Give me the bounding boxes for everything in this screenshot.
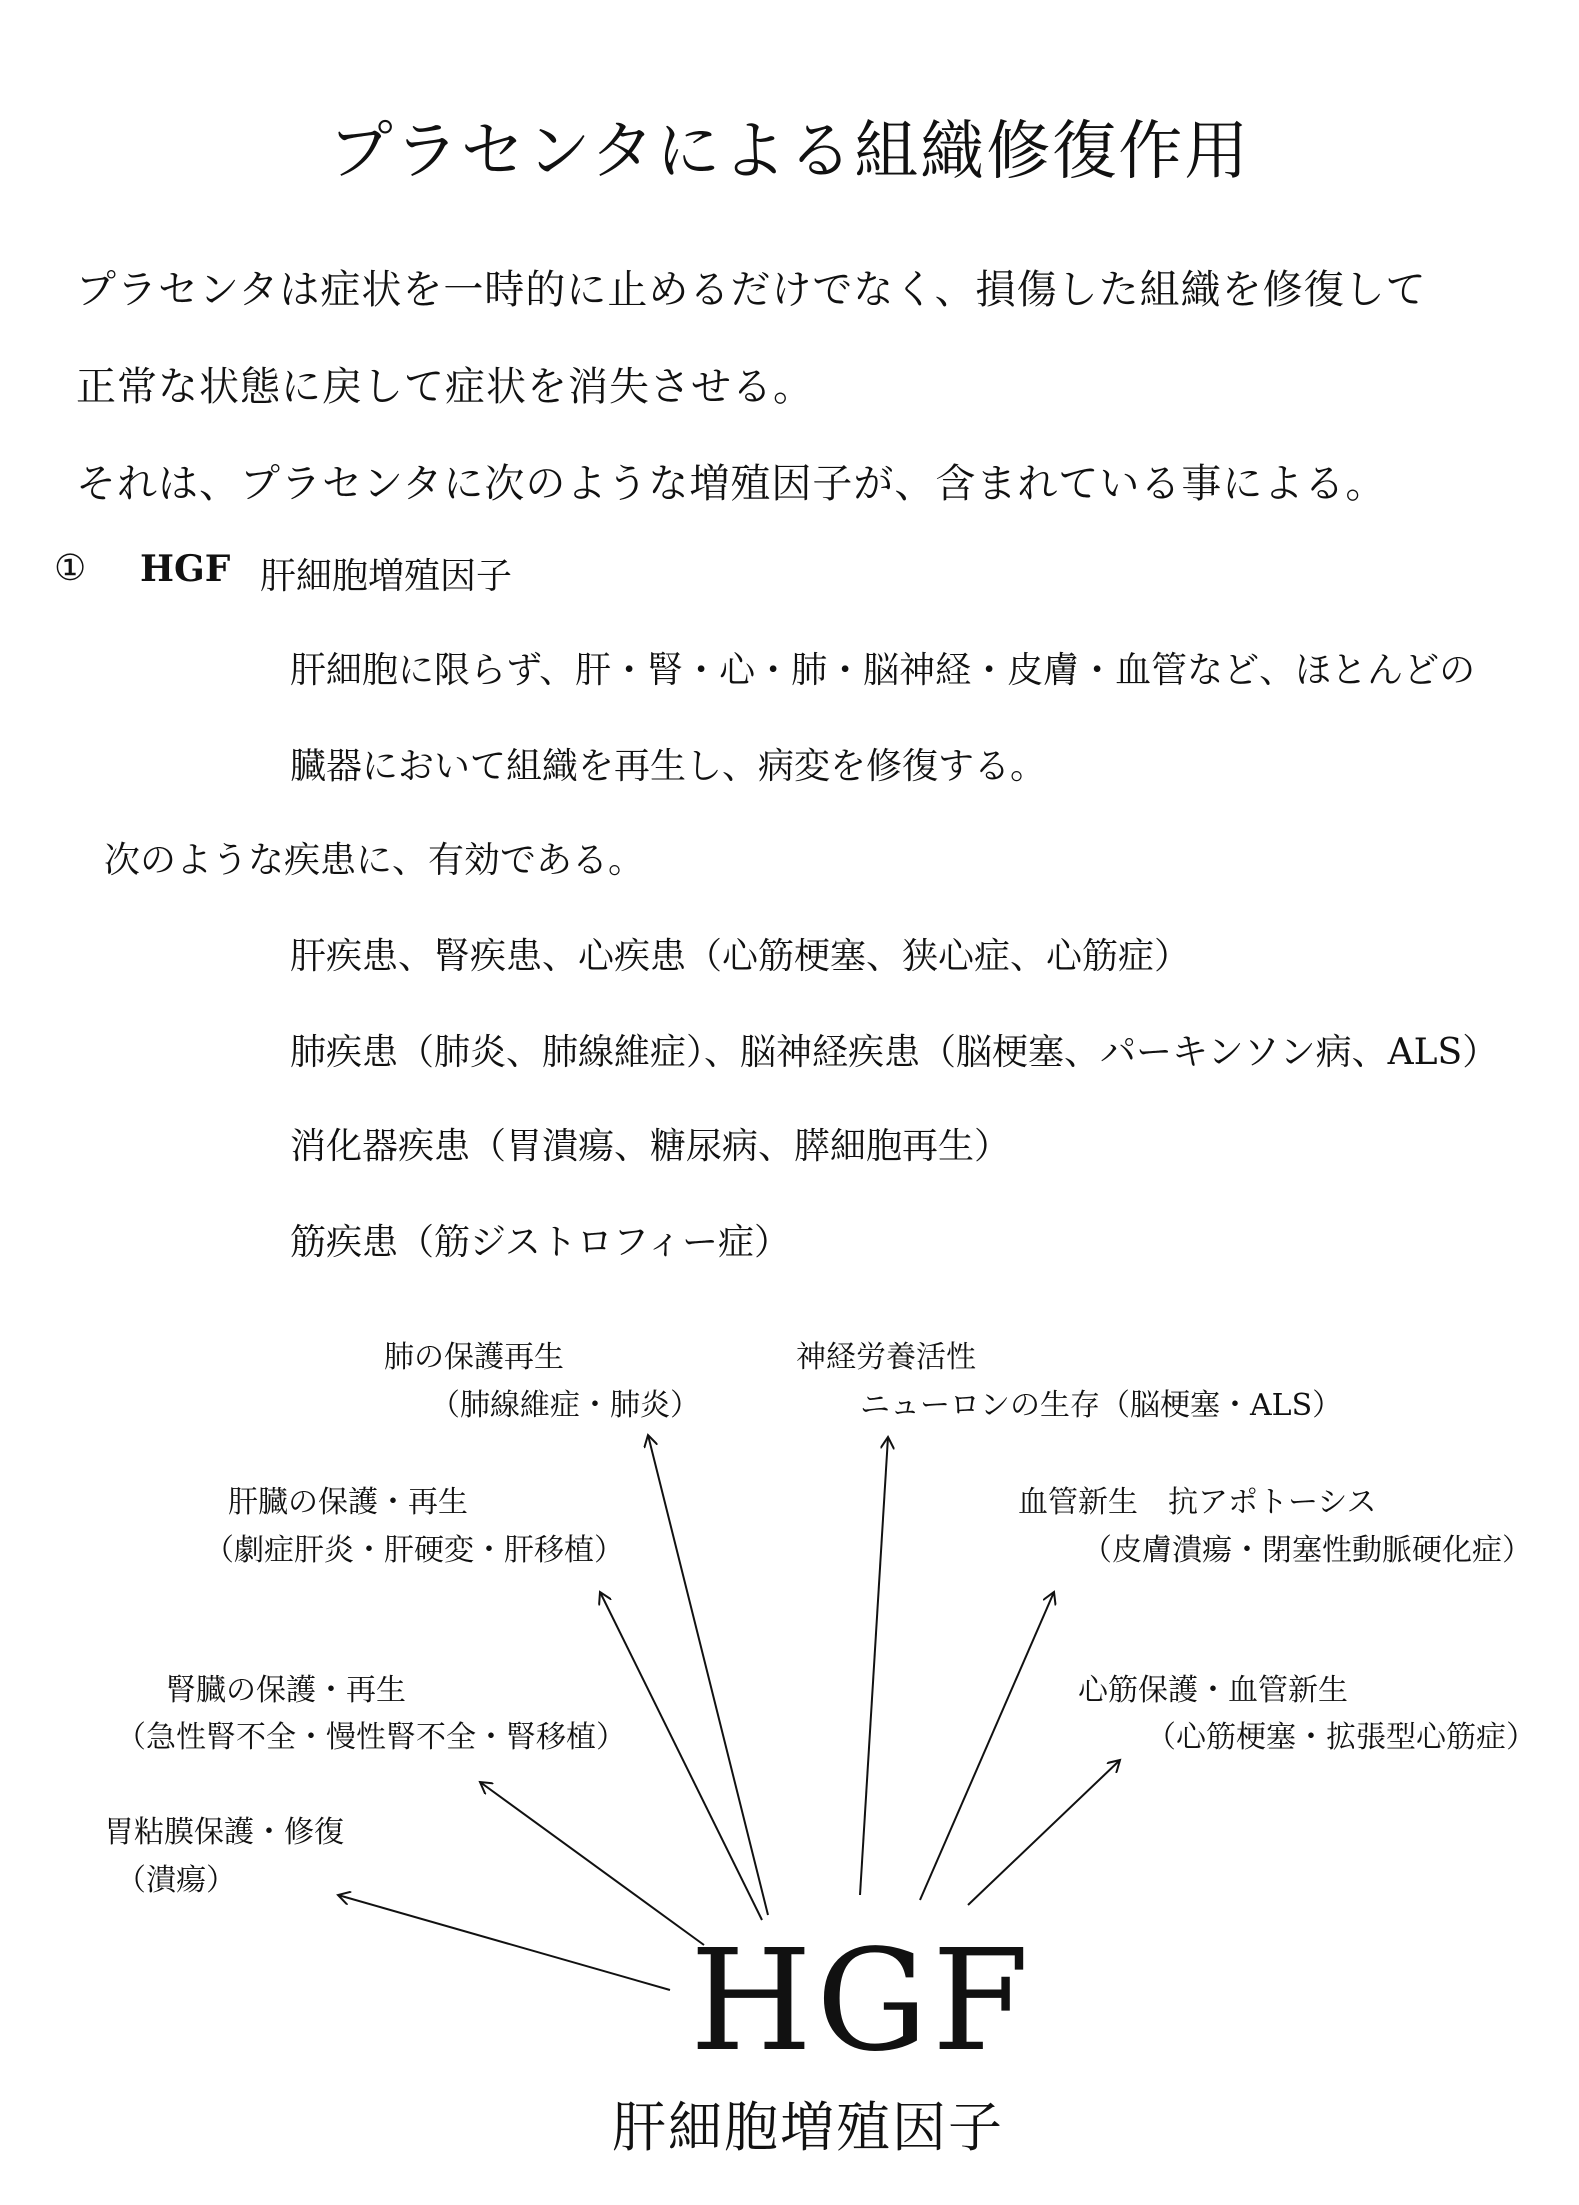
hgf-center-subtitle: 肝細胞増殖因子 xyxy=(612,2096,1004,2159)
intro-line-1: プラセンタは症状を一時的に止めるだけでなく、損傷した組織を修復して xyxy=(76,267,1427,313)
disease-line: 筋疾患（筋ジストロフィー症） xyxy=(290,1222,791,1263)
section-number: ① xyxy=(54,548,87,589)
effective-intro: 次のような疾患に、有効である。 xyxy=(104,840,645,881)
stomach-detail: （潰瘍） xyxy=(116,1863,236,1898)
nerve-detail: ニューロンの生存（脳梗塞・ALS） xyxy=(860,1388,1343,1423)
arrow-kidney xyxy=(480,1782,704,1945)
nerve-head: 神経労養活性 xyxy=(796,1340,976,1375)
heart-detail: （心筋梗塞・拡張型心筋症） xyxy=(1146,1720,1536,1755)
hgf-center-label: HGF xyxy=(690,1920,1034,2083)
stomach-head: 胃粘膜保護・修復 xyxy=(104,1815,344,1850)
arrow-stomach xyxy=(338,1895,670,1990)
section-code: HGF xyxy=(140,548,231,590)
section-name: 肝細胞増殖因子 xyxy=(260,556,513,597)
liver-detail: （劇症肝炎・肝硬変・肝移植） xyxy=(204,1533,624,1568)
page-title: プラセンタによる組織修復作用 xyxy=(328,115,1251,189)
liver-head: 肝臓の保護・再生 xyxy=(228,1485,468,1520)
arrow-nerve xyxy=(860,1437,888,1895)
intro-line-2: 正常な状態に戻して症状を消失させる。 xyxy=(76,364,814,410)
lung-head: 肺の保護再生 xyxy=(384,1340,564,1375)
disease-line: 肺疾患（肺炎、肺線維症）、脳神経疾患（脳梗塞、パーキンソン病、ALS） xyxy=(290,1032,1499,1073)
intro-line-3: それは、プラセンタに次のような増殖因子が、含まれている事による。 xyxy=(76,461,1387,507)
section-desc-2: 臓器において組織を再生し、病変を修復する。 xyxy=(290,746,1047,787)
section-desc-1: 肝細胞に限らず、肝・腎・心・肺・脳神経・皮膚・血管など、ほとんどの xyxy=(290,650,1476,691)
lung-detail: （肺線維症・肺炎） xyxy=(430,1388,700,1423)
vessel-head: 血管新生 抗アポトーシス xyxy=(1018,1485,1377,1520)
heart-head: 心筋保護・血管新生 xyxy=(1078,1673,1348,1708)
arrow-lung xyxy=(648,1435,768,1915)
kidney-detail: （急性腎不全・慢性腎不全・腎移植） xyxy=(116,1720,626,1755)
vessel-detail: （皮膚潰瘍・閉塞性動脈硬化症） xyxy=(1082,1533,1532,1568)
arrow-liver xyxy=(600,1592,762,1920)
arrow-vessel xyxy=(920,1592,1054,1900)
disease-line: 消化器疾患（胃潰瘍、糖尿病、膵細胞再生） xyxy=(290,1126,1011,1167)
arrow-heart xyxy=(968,1760,1120,1905)
disease-line: 肝疾患、腎疾患、心疾患（心筋梗塞、狭心症、心筋症） xyxy=(290,936,1191,977)
kidney-head: 腎臓の保護・再生 xyxy=(166,1673,406,1708)
